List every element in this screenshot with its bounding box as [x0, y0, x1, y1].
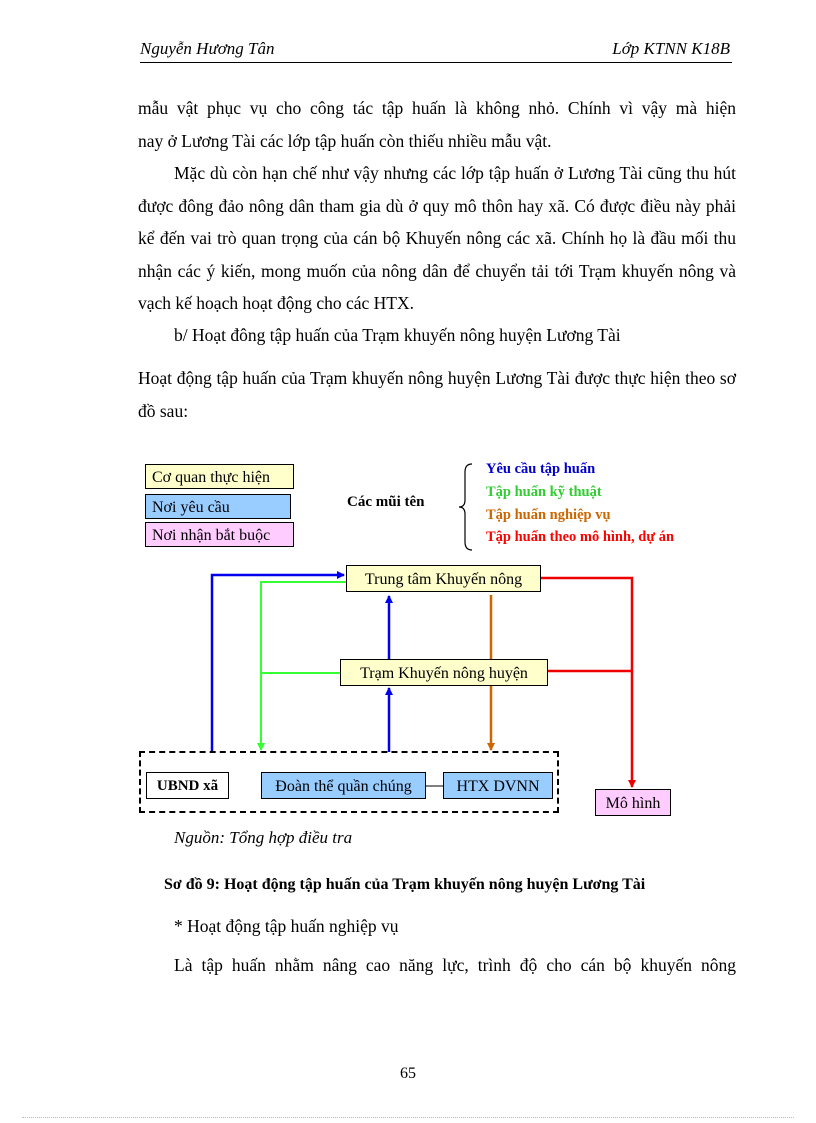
arrow-ubnd-to-center [212, 575, 344, 752]
legend-arrow-request: Yêu cầu tập huấn [486, 461, 596, 477]
node-extension-center: Trung tâm Khuyến nông [346, 565, 541, 592]
node-mass-organizations: Đoàn thể quần chúng [261, 772, 426, 799]
legend-arrow-professional: Tập huấn nghiệp vụ [486, 507, 611, 523]
legend-arrows-title: Các mũi tên [347, 494, 425, 510]
legend-arrow-model-project: Tập huấn theo mô hình, dự án [486, 529, 675, 545]
paragraph-2: Mặc dù còn hạn chế như vậy nhưng các lớp tập huấn ở Lương Tài cũng thu hút được đông đảo nông dân tham gia dù ở quy mô thôn hay xã. Có được điều này phải kể đến vai trò quan trọng của cán bộ Khuyến nông các xã. Chính họ là đầu mối thu nhận các ý kiến, mong muốn của nông dân để chuyển tải tới Trạm khuyến nông và vạch kế hoạch hoạt động cho các HTX. [138, 163, 736, 313]
legend-arrow-technical: Tập huấn kỹ thuật [486, 484, 602, 500]
legend-requesting-party: Nơi yêu cầu [145, 494, 291, 519]
node-district-station: Trạm Khuyến nông huyện [340, 659, 548, 686]
arrow-center-technical [261, 582, 346, 750]
legend-executing-agency: Cơ quan thực hiện [145, 464, 294, 489]
figure-caption: Sơ đồ 9: Hoạt động tập huấn của Trạm khuyến nông huyện Lương Tài [164, 876, 646, 893]
node-model: Mô hình [595, 789, 671, 816]
page-number: 65 [400, 1065, 416, 1082]
paragraph-3: b/ Hoạt đông tập huấn của Trạm khuyến nông huyện Lương Tài [174, 325, 621, 345]
section-subheading: * Hoạt động tập huấn nghiệp vụ [174, 916, 399, 936]
legend-mandatory-recipient: Nơi nhận bắt buộc [145, 522, 294, 547]
node-commune-committee: UBND xã [146, 772, 229, 799]
node-cooperative: HTX DVNN [443, 772, 553, 799]
header-author: Nguyễn Hương Tân [140, 39, 275, 58]
footer-rule [22, 1117, 794, 1118]
figure-source: Nguồn: Tổng hợp điều tra [174, 828, 353, 847]
paragraph-1-line-1: mẫu vật phục vụ cho công tác tập huấn là không nhỏ. Chính vì vậy mà hiện [138, 98, 736, 118]
paragraph-5: Là tập huấn nhằm nâng cao năng lực, trình độ cho cán bộ khuyến nông [174, 955, 736, 975]
paragraph-1-line-2: nay ở Lương Tài các lớp tập huấn còn thiếu nhiều mẫu vật. [138, 130, 552, 151]
header-class: Lớp KTNN K18B [612, 39, 730, 58]
paragraph-4: Hoạt động tập huấn của Trạm khuyến nông huyện Lương Tài được thực hiện theo sơ đồ sau: [138, 368, 736, 421]
